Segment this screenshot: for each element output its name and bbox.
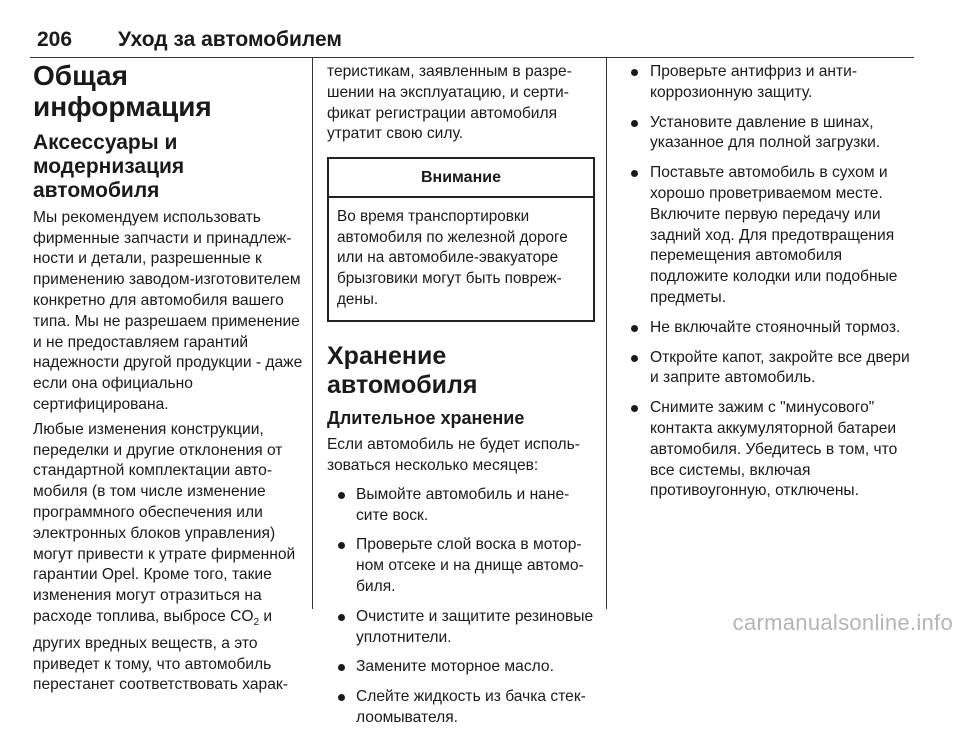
list-item-text: Поставьте автомобиль в сухом и хорошо проветриваемом месте. Включите первую передачу или задний ход. Для предотвращения перемещения автомобиля подложите колодки или подобные предметы. xyxy=(650,164,898,306)
section-heading-accessories: Аксессуары и модернизация автомобиля xyxy=(33,130,185,203)
list-item xyxy=(622,348,918,390)
column-divider-right xyxy=(606,57,607,609)
list-item-text: Проверьте слой воска в моторном отсеке и на днище автомобиля. xyxy=(356,536,584,596)
list-item xyxy=(327,607,595,649)
paragraph-modifications-part2: и других вредных веществ, а это приведет к тому, что автомобиль перестанет соответствовать харак- xyxy=(33,607,288,694)
list-item xyxy=(622,163,918,309)
bullet-icon xyxy=(338,694,345,701)
notice-title: Внимание xyxy=(329,159,593,198)
bullet-icon xyxy=(338,664,345,671)
header-rule xyxy=(30,57,914,58)
list-item-text: Откройте капот, закройте все двери и заприте автомобиль. xyxy=(650,348,910,387)
running-title: Уход за автомобилем xyxy=(118,28,342,51)
column-2 xyxy=(327,62,595,738)
paragraph-storage-intro: Если автомобиль не будет использоваться несколько месяцев: xyxy=(327,436,580,475)
column-1 xyxy=(33,60,305,700)
bullet-icon xyxy=(338,492,345,499)
bullet-icon xyxy=(631,69,638,76)
list-item-text: Вымойте автомобиль и нанесите воск. xyxy=(356,485,570,524)
paragraph-recommendation: Мы рекомендуем использовать фирменные запчасти и принадлежности и детали, разрешенные к применению заводом-изготовителем конкретно для автомобиля вашего типа. Мы не разрешаем применение и не предоставляем гарантий надежности другой продукции - даже если она официально сертифицирована. xyxy=(33,208,303,413)
bullet-icon xyxy=(631,405,638,412)
page-header xyxy=(30,28,914,54)
bullet-icon xyxy=(631,355,638,362)
list-item xyxy=(327,485,595,527)
list-item xyxy=(327,657,595,678)
page-number: 206 xyxy=(37,28,73,51)
page-title: Общая информация xyxy=(33,60,212,123)
bullet-icon xyxy=(631,325,638,332)
list-item xyxy=(327,535,595,597)
list-item xyxy=(327,687,595,729)
list-item-text: Не включайте стояночный тормоз. xyxy=(650,318,901,336)
list-item xyxy=(622,398,918,502)
storage-list-part1 xyxy=(327,485,595,729)
list-item-text: Установите давление в шинах, указанное для полной загрузки. xyxy=(650,113,881,152)
paragraph-modifications xyxy=(33,420,305,696)
notice-box xyxy=(327,157,595,322)
bullet-icon xyxy=(631,170,638,177)
list-item xyxy=(622,113,918,155)
notice-text: Во время транспортировки автомобиля по железной дороге или на автомобиле-эвакуаторе брызговики могут быть повреждены. xyxy=(337,208,568,308)
co2-subscript: 2 xyxy=(253,617,260,629)
list-item-text: Очистите и защитите резиновые уплотнители. xyxy=(356,607,594,646)
column-divider-left xyxy=(312,57,313,609)
list-item-text: Слейте жидкость из бачка стеклоомывателя. xyxy=(356,688,586,727)
column-3 xyxy=(622,62,918,511)
list-item xyxy=(622,62,918,104)
list-item-text: Замените моторное масло. xyxy=(356,658,554,676)
bullet-icon xyxy=(338,542,345,549)
watermark: carmanualsonline.info xyxy=(732,610,953,635)
bullet-icon xyxy=(631,120,638,127)
list-item-text: Снимите зажим с "минусового" контакта аккумуляторной батареи автомобиля. Убедитесь в том, что все системы, включая противоугонную, отключены. xyxy=(650,399,898,500)
subsection-heading-long-term: Длительное хранение xyxy=(327,407,525,428)
paragraph-modifications-part1: Любые изменения конструкции, переделки и другие отклонения от стандартной комплектации автомобиля (в том числе изменение программного обеспечения или электронных блоков управления) могут привести к утрате фирменной гарантии Opel. Кроме того, такие изменения могут отразиться на расходе топлива, выбросе CO xyxy=(33,420,296,625)
storage-list-part2 xyxy=(622,62,918,502)
section-heading-storage: Хранение автомобиля xyxy=(327,342,478,399)
paragraph-continuation: теристикам, заявленным в разрешении на эксплуатацию, и сертификат регистрации автомобиля утратит свою силу. xyxy=(327,63,572,143)
bullet-icon xyxy=(338,614,345,621)
list-item-text: Проверьте антифриз и антикоррозионную защиту. xyxy=(650,63,858,101)
list-item xyxy=(622,318,918,339)
